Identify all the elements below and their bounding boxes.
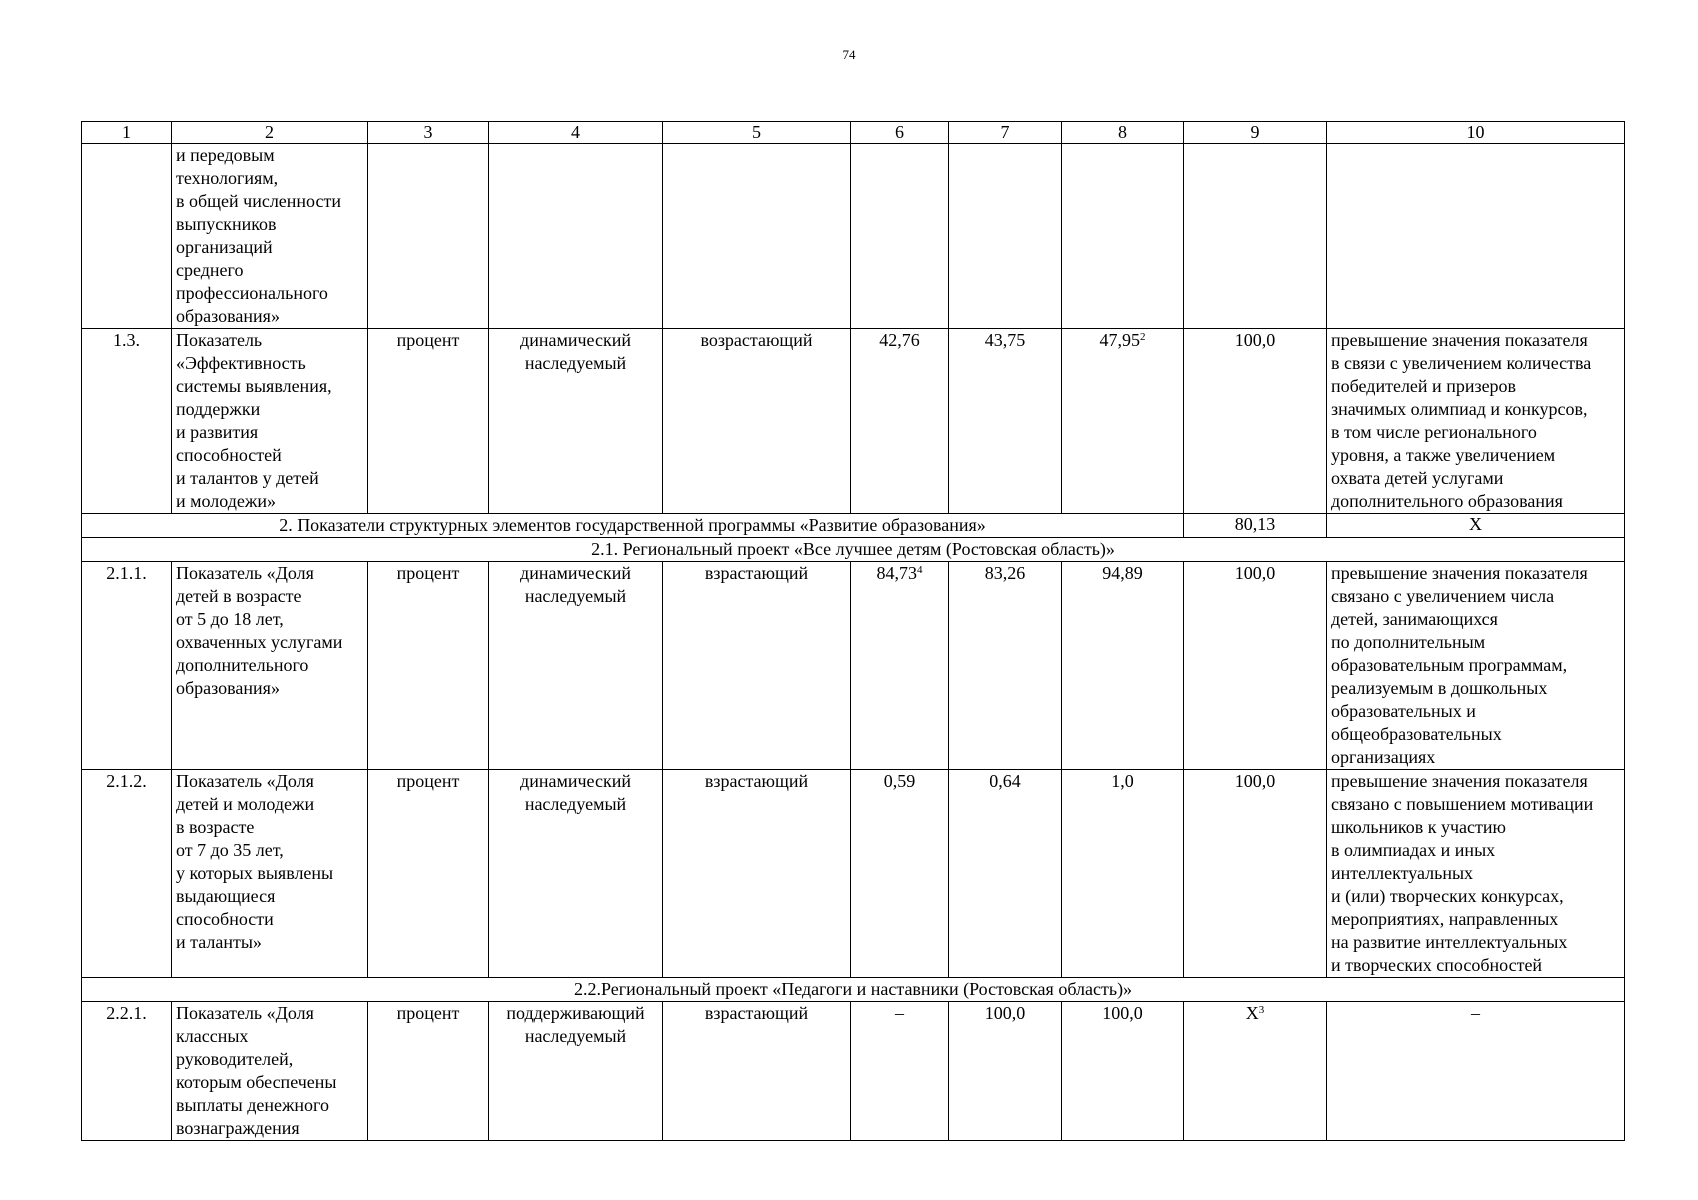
footnote-mark: 3	[1258, 1004, 1265, 1016]
value-col-9: 100,0	[1184, 329, 1327, 514]
deviation-note: превышение значения показателя в связи с увеличением количества победителей и призеров значимых олимпиад и конкурсов, в том числе регионального уровня, а также увеличением охвата детей услугами дополнительного образования	[1327, 329, 1625, 514]
row-number: 2.2.1.	[82, 1002, 172, 1141]
value-col-6: 0,59	[851, 770, 949, 978]
table-row-1-3	[82, 329, 1625, 514]
unit-of-measure: процент	[368, 562, 489, 770]
value-col-8: 94,89	[1062, 562, 1184, 770]
value-col-9	[1184, 1002, 1327, 1141]
value-col-6: 42,76	[851, 329, 949, 514]
empty-cell	[663, 144, 851, 329]
section-row-2-1	[82, 538, 1625, 562]
deviation-note: превышение значения показателя связано с повышением мотивации школьников к участию в олимпиадах и иных интеллектуальных и (или) творческих конкурсах, мероприятиях, направленных на развитие интеллектуальных и творческих способностей	[1327, 770, 1625, 978]
table-row-2-1-1	[82, 562, 1625, 770]
indicator-direction: возрастающий	[663, 329, 851, 514]
table-row-continuation	[82, 144, 1625, 329]
value-text: Х	[1245, 1003, 1259, 1023]
section-row-2-2	[82, 978, 1625, 1002]
row-number	[82, 144, 172, 329]
column-header: 2	[172, 122, 368, 144]
section-title: 2. Показатели структурных элементов государственной программы «Развитие образования»	[82, 514, 1184, 538]
value-col-7: 100,0	[949, 1002, 1062, 1141]
section-title: 2.2.Региональный проект «Педагоги и наставники (Ростовская область)»	[82, 978, 1625, 1002]
indicator-type: динамический наследуемый	[489, 329, 663, 514]
value-col-8: 100,0	[1062, 1002, 1184, 1141]
table-row-2-2-1	[82, 1002, 1625, 1141]
footnote-mark: 4	[917, 564, 923, 576]
value-col-7: 83,26	[949, 562, 1062, 770]
indicator-name: Показатель «Доля классных руководителей, которым обеспечены выплаты денежного вознаграждения	[172, 1002, 368, 1141]
unit-of-measure: процент	[368, 770, 489, 978]
value-col-10: Х	[1327, 514, 1625, 538]
column-header: 5	[663, 122, 851, 144]
indicator-type: динамический наследуемый	[489, 562, 663, 770]
deviation-note: –	[1327, 1002, 1625, 1141]
value-col-6	[851, 562, 949, 770]
indicator-direction: взрастающий	[663, 1002, 851, 1141]
section-title: 2.1. Региональный проект «Все лучшее детям (Ростовская область)»	[82, 538, 1625, 562]
value-col-9: 100,0	[1184, 770, 1327, 978]
footnote-mark: 2	[1140, 331, 1146, 343]
empty-cell	[368, 144, 489, 329]
table-row-2-1-2	[82, 770, 1625, 978]
empty-cell	[851, 144, 949, 329]
value-col-9: 100,0	[1184, 562, 1327, 770]
indicator-name: Показатель «Эффективность системы выявления, поддержки и развития способностей и талантов у детей и молодежи»	[172, 329, 368, 514]
indicator-type: поддерживающий наследуемый	[489, 1002, 663, 1141]
column-header: 7	[949, 122, 1062, 144]
column-header: 10	[1327, 122, 1625, 144]
deviation-note: превышение значения показателя связано с увеличением числа детей, занимающихся по дополнительным образовательным программам, реализуемым в дошкольных образовательных и общеобразовательных организациях	[1327, 562, 1625, 770]
value-text: 47,95	[1099, 330, 1140, 350]
unit-of-measure: процент	[368, 1002, 489, 1141]
column-header: 9	[1184, 122, 1327, 144]
value-col-8: 1,0	[1062, 770, 1184, 978]
value-text: 84,73	[876, 563, 917, 583]
row-number: 2.1.2.	[82, 770, 172, 978]
empty-cell	[489, 144, 663, 329]
empty-cell	[1327, 144, 1625, 329]
empty-cell	[949, 144, 1062, 329]
indicator-name: и передовым технологиям, в общей численности выпускников организаций среднего профессионального образования»	[172, 144, 368, 329]
value-col-7: 0,64	[949, 770, 1062, 978]
column-header: 3	[368, 122, 489, 144]
unit-of-measure: процент	[368, 329, 489, 514]
value-col-8	[1062, 329, 1184, 514]
indicator-name: Показатель «Доля детей и молодежи в возрасте от 7 до 35 лет, у которых выявлены выдающиеся способности и таланты»	[172, 770, 368, 978]
indicators-table	[81, 121, 1625, 1141]
empty-cell	[1184, 144, 1327, 329]
value-col-7: 43,75	[949, 329, 1062, 514]
column-header: 6	[851, 122, 949, 144]
indicator-type: динамический наследуемый	[489, 770, 663, 978]
row-number: 1.3.	[82, 329, 172, 514]
value-col-6: –	[851, 1002, 949, 1141]
column-header: 1	[82, 122, 172, 144]
empty-cell	[1062, 144, 1184, 329]
indicator-direction: взрастающий	[663, 770, 851, 978]
column-header: 4	[489, 122, 663, 144]
row-number: 2.1.1.	[82, 562, 172, 770]
value-col-9: 80,13	[1184, 514, 1327, 538]
indicator-direction: взрастающий	[663, 562, 851, 770]
indicator-name: Показатель «Доля детей в возрасте от 5 до 18 лет, охваченных услугами дополнительного образования»	[172, 562, 368, 770]
page-number: 74	[842, 47, 856, 62]
column-number-row	[82, 122, 1625, 144]
section-row-2	[82, 514, 1625, 538]
column-header: 8	[1062, 122, 1184, 144]
